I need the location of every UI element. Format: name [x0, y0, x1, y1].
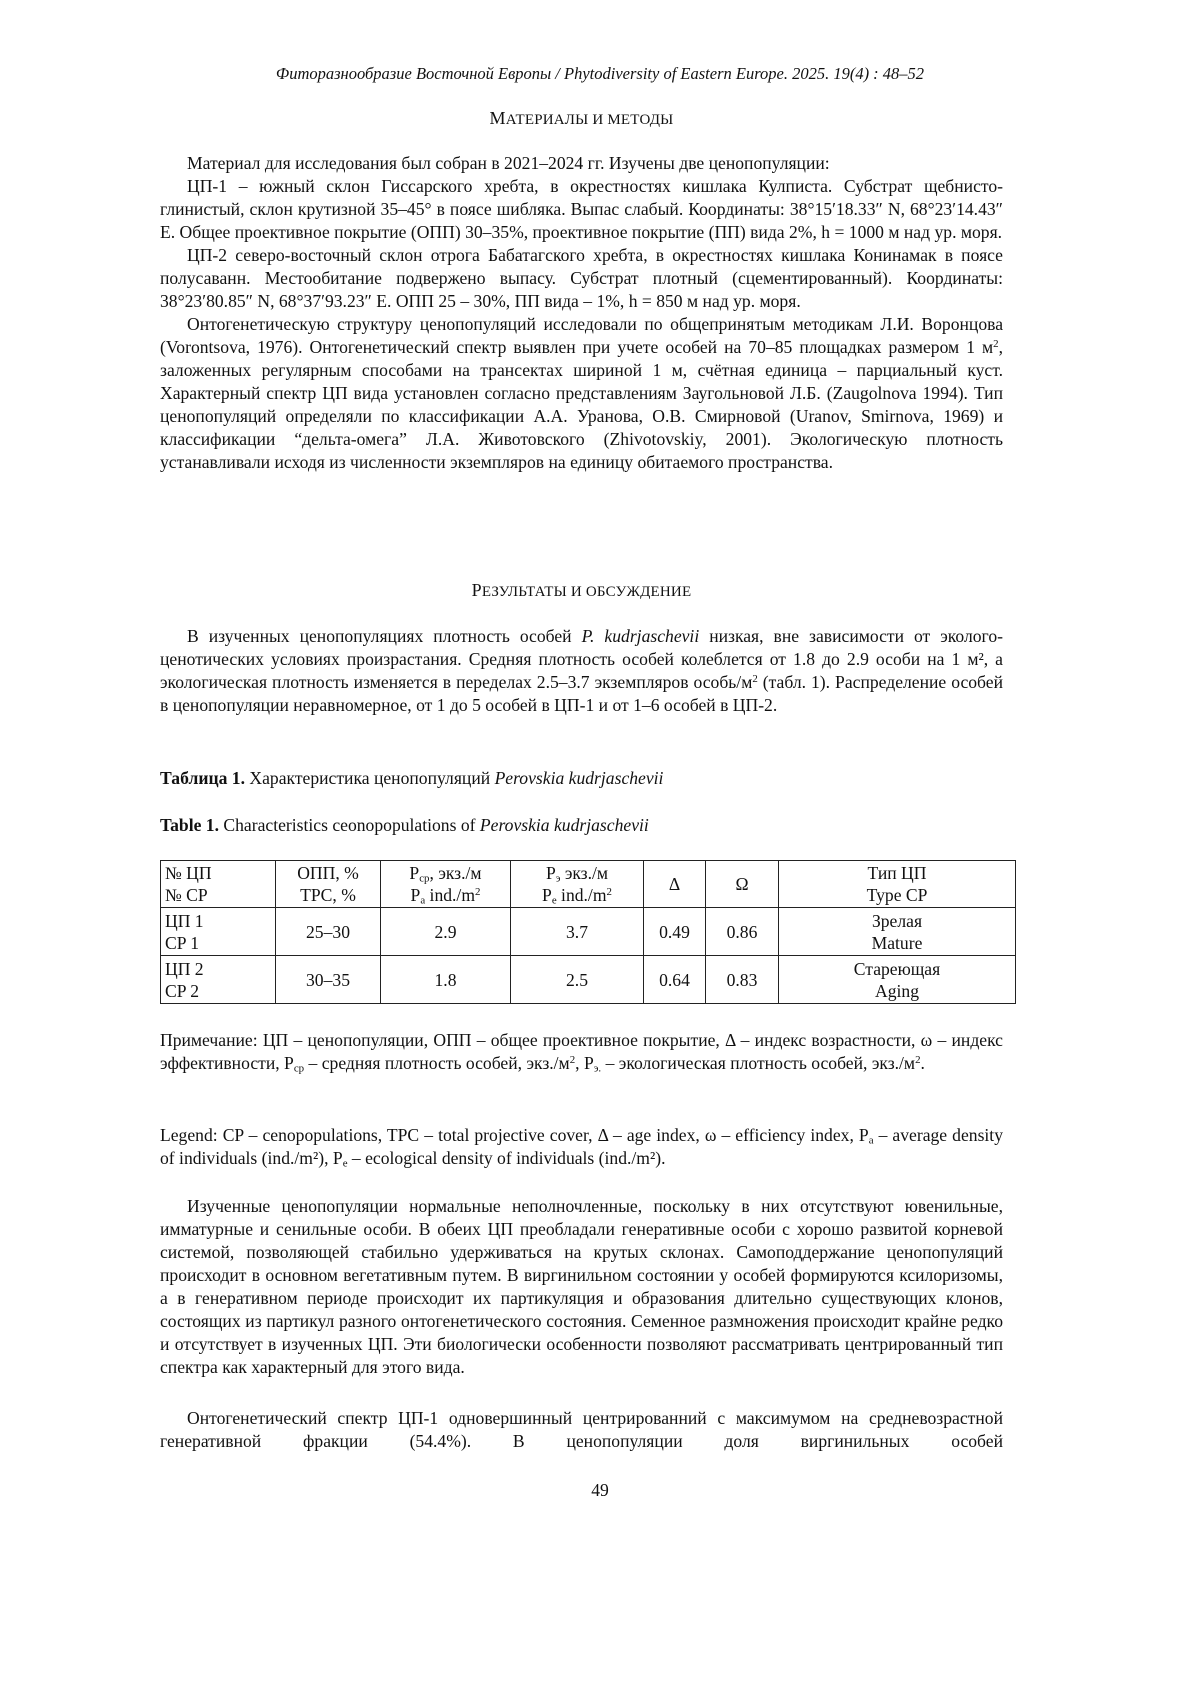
page-number: 49: [0, 1480, 1200, 1501]
results-text: [160, 625, 1003, 717]
header-cell: Pэ экз./м Pe ind./m2: [511, 861, 644, 908]
table-legend-en: Legend: CP – cenopopulations, TPC – total projective cover, Δ – age index, ω – efficiency index, Pa – average density of individuals (ind./m²), Pe – ecological density of individuals (ind./m²).: [160, 1124, 1003, 1170]
paragraph: Онтогенетический спектр ЦП-1 одновершинный центрированний с максимумом на средневозрастной генеративной фракции (54.4%). В ценопопуляции доля виргинильных особей: [160, 1407, 1003, 1453]
header-cell: ОПП, % TPC, %: [276, 861, 381, 908]
methods-text: [160, 152, 1003, 474]
table-caption-en: Table 1. Characteristics ceonopopulations of Perovskia kudrjaschevii: [160, 814, 1003, 837]
paragraph: В изученных ценопопуляциях плотность особей P. kudrjaschevii низкая, вне зависимости от эколого-ценотических условиях произрастания. Средняя плотность особей колеблется от 1.8 до 2.9 особи на 1 м², а экологическая плотность изменяется в переделах 2.5–3.7 экземпляров особь/м2 (табл. 1). Распределение особей в ценопопуляции неравномерное, от 1 до 5 особей в ЦП-1 и от 1–6 особей в ЦП-2.: [160, 625, 1003, 717]
table-row: ЦП 2 CP 2 30–35 1.8 2.5 0.64 0.83 Стареющая Aging: [161, 956, 1016, 1004]
header-cell: Pср, экз./м Pa ind./m2: [381, 861, 511, 908]
paragraph: ЦП-1 – южный склон Гиссарского хребта, в окрестностях кишлака Кулписта. Субстрат щебнисто-глинистый, склон крутизной 35–45° в поясе шибляка. Выпас слабый. Координаты: 38°15′18.33″ N, 68°23′14.43″ E. Общее проективное покрытие (ОПП) 30–35%, проективное покрытие (ПП) вида 2%, h = 1000 м над ур. моря.: [160, 175, 1003, 244]
paragraph: ЦП-2 северо-восточный склон отрога Бабатагского хребта, в окрестностях кишлака Конинамак в поясе полусаванн. Местообитание подвержено выпасу. Субстрат плотный (сцементированный). Координаты: 38°23′80.85″ N, 68°37′93.23″ E. ОПП 25 – 30%, ПП вида – 1%, h = 850 м над ур. моря.: [160, 244, 1003, 313]
table-note-ru: Примечание: ЦП – ценопопуляции, ОПП – общее проективное покрытие, Δ – индекс возрастности, ω – индекс эффективности, Pср – средняя плотность особей, экз./м2, Pэ. – экологическая плотность особей, экз./м2.: [160, 1029, 1003, 1075]
table-caption-ru: Таблица 1. Характеристика ценопопуляций Perovskia kudrjaschevii: [160, 767, 1003, 790]
results-heading: РЕЗУЛЬТАТЫ И ОБСУЖДЕНИЕ: [160, 579, 1003, 604]
table-header-row: [161, 861, 1016, 908]
methods-heading: МАТЕРИАЛЫ И МЕТОДЫ: [160, 107, 1003, 132]
table-row: ЦП 1 CP 1 25–30 2.9 3.7 0.49 0.86 Зрелая Mature: [161, 908, 1016, 956]
paragraph: Материал для исследования был собран в 2021–2024 гг. Изучены две ценопопуляции:: [160, 152, 1003, 175]
header-cell: № ЦП № CP: [161, 861, 276, 908]
header-cell: Δ: [644, 861, 706, 908]
discussion-text-continued: [160, 1407, 1003, 1453]
running-header: Фиторазнообразие Восточной Европы / Phytodiversity of Eastern Europe. 2025. 19(4) : 48–52: [0, 64, 1200, 84]
discussion-text: [160, 1195, 1003, 1379]
paragraph: Изученные ценопопуляции нормальные неполночленные, поскольку в них отсутствуют ювенильные, имматурные и сенильные особи. В обеих ЦП преобладали генеративные особи с хорошо развитой корневой системой, позволяющей стабильно удерживаться на крутых склонах. Самоподдержание ценопопуляций происходит в основном вегетативным путем. В виргинильном состоянии у особей формируются ксилоризомы, а в генеративном периоде происходит их партикуляция и образования длительно существующих клонов, состоящих из партикул разного онтогенетического состояния. Семенное размножения происходит крайне редко и отсутствует в изученных ЦП. Эти биологически особенности позволяют рассматривать центрированный тип спектра как характерный для этого вида.: [160, 1195, 1003, 1379]
header-cell: Тип ЦП Type CP: [779, 861, 1016, 908]
cenopopulation-table: [160, 860, 1016, 1004]
paragraph: Онтогенетическую структуру ценопопуляций исследовали по общепринятым методикам Л.И. Воронцова (Vorontsova, 1976). Онтогенетический спектр выявлен при учете особей на 70–85 площадках размером 1 м2, заложенных регулярным способами на трансектах шириной 1 м, счётная единица – парциальный куст. Характерный спектр ЦП вида установлен согласно представлениям Заугольновой Л.Б. (Zaugolnova 1994). Тип ценопопуляций определяли по классификации А.А. Уранова, О.В. Смирновой (Uranov, Smirnova, 1969) и классификации “дельта-омега” Л.А. Животовского (Zhivotovskiy, 2001). Экологическую плотность устанавливали исходя из численности экземпляров на единицу обитаемого пространства.: [160, 313, 1003, 474]
header-cell: Ω: [706, 861, 779, 908]
